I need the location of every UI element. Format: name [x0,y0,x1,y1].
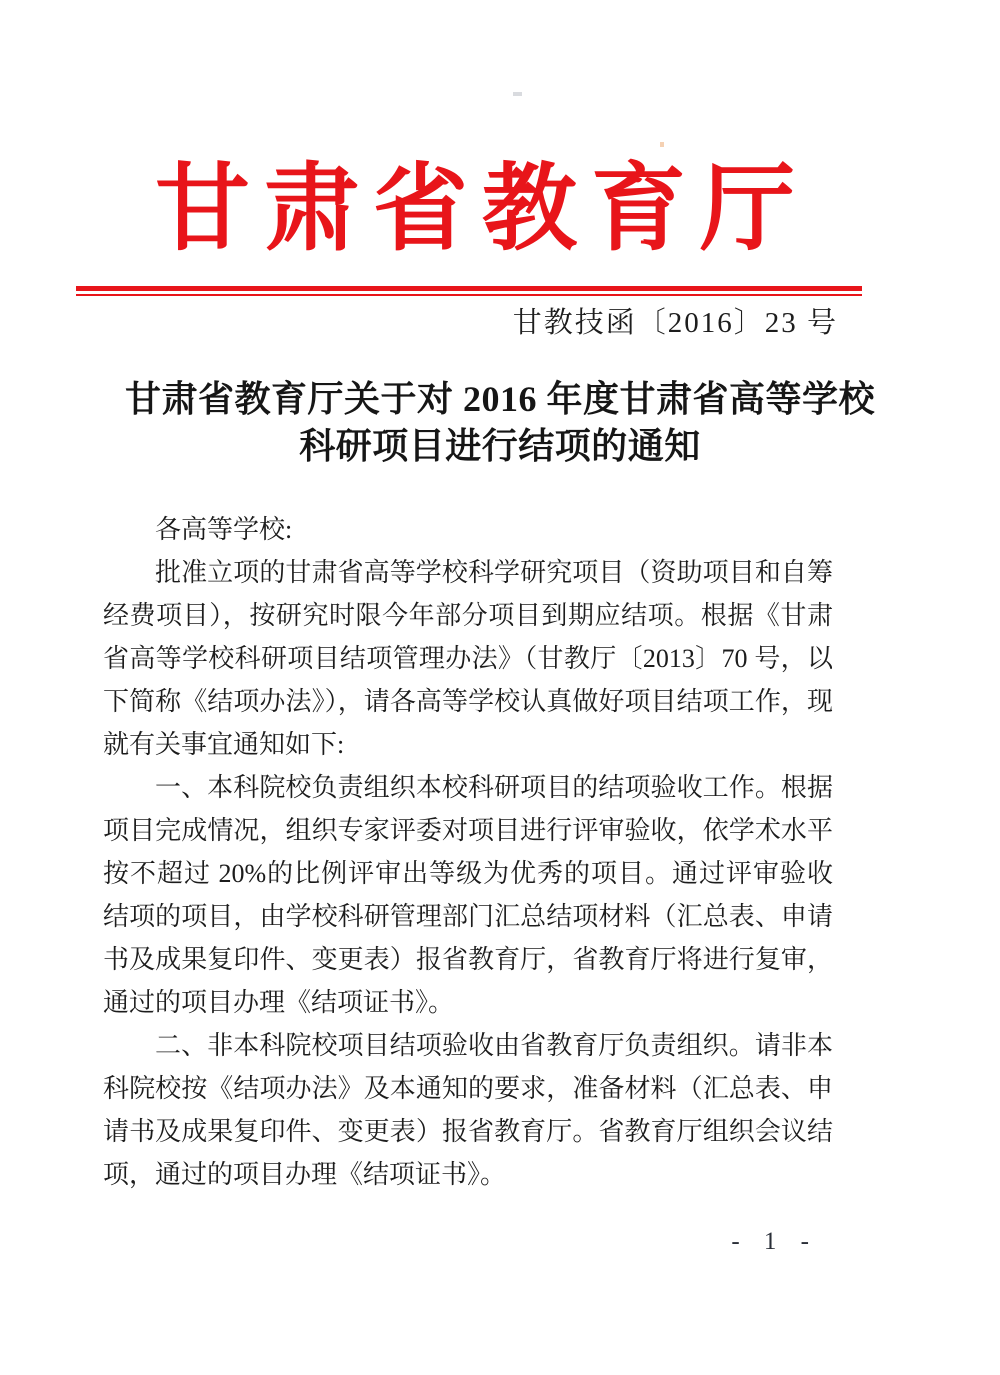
notice-body [103,508,833,1196]
body-paragraph: 一、本科院校负责组织本校科研项目的结项验收工作。根据项目完成情况，组织专家评委对项目进行评审验收，依学术水平按不超过 20%的比例评审出等级为优秀的项目。通过评审验收结项的项目，由学校科研管理部门汇总结项材料（汇总表、申请书及成果复印件、变更表）报省教育厅，省教育厅将进行复审，通过的项目办理《结项证书》。 [103,772,833,1017]
salutation: 各高等学校: [155,514,293,544]
scan-artifact [660,142,664,147]
page-number: - 1 - [731,1228,818,1255]
notice-title-line1: 甘肃省教育厅关于对 2016 年度甘肃省高等学校 [124,378,875,419]
double-rule-divider [76,286,862,296]
agency-masthead: 甘肃省教育厅 [154,156,809,262]
body-paragraph: 批准立项的甘肃省高等学校科学研究项目（资助项目和自筹经费项目），按研究时限今年部分项目到期应结项。根据《甘肃省高等学校科研项目结项管理办法》（甘教厅〔2013〕70 号，以下简称《结项办法》），请各高等学校认真做好项目结项工作，现就有关事宜通知如下: [103,557,833,759]
notice-title [0,376,1000,470]
notice-title-line2: 科研项目进行结项的通知 [299,425,701,466]
scan-artifact [513,92,522,96]
body-paragraph: 二、非本科院校项目结项验收由省教育厅负责组织。请非本科院校按《结项办法》及本通知的要求，准备材料（汇总表、申请书及成果复印件、变更表）报省教育厅。省教育厅组织会议结项，通过的项目办理《结项证书》。 [103,1030,833,1189]
document-number: 甘教技函〔2016〕23 号 [512,306,838,339]
